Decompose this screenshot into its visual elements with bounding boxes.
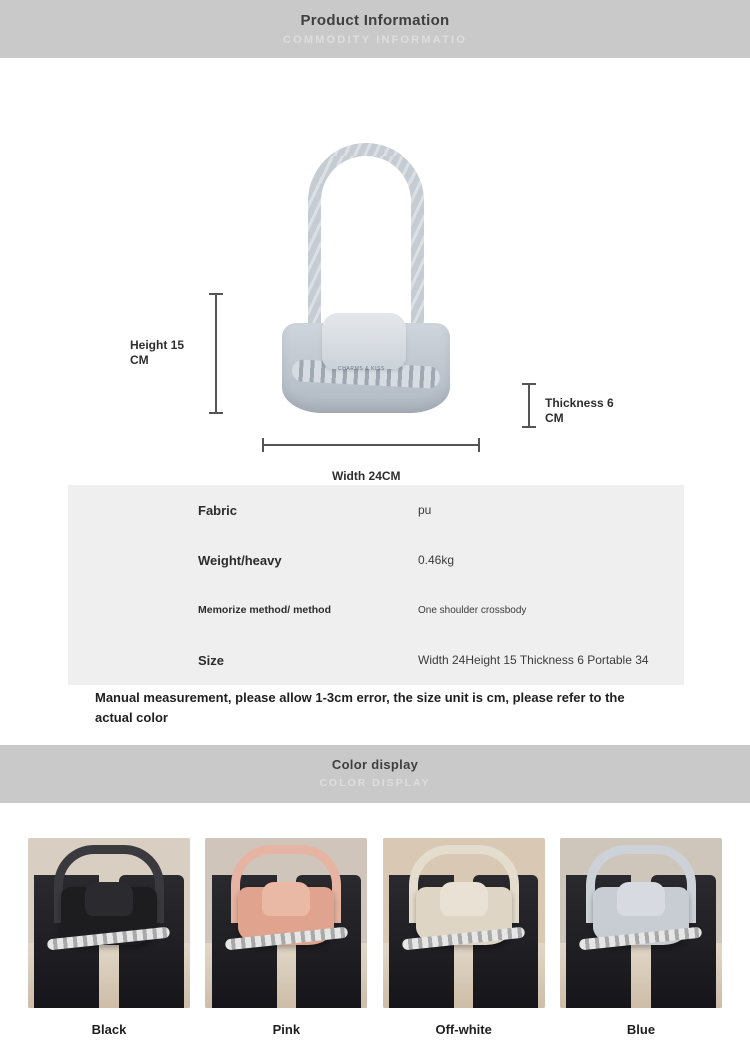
mini-bag-flap bbox=[617, 882, 665, 916]
width-label: Width 24CM bbox=[332, 469, 401, 483]
spec-row-size bbox=[68, 635, 684, 685]
thickness-measure-cap-bottom bbox=[522, 426, 536, 428]
color-photo[interactable] bbox=[560, 838, 722, 1008]
thickness-measure-cap-top bbox=[522, 383, 536, 385]
spec-value: pu bbox=[418, 503, 432, 517]
spec-value: One shoulder crossbody bbox=[418, 604, 527, 616]
spec-key: Memorize method/ method bbox=[198, 603, 332, 616]
height-measure-line bbox=[215, 293, 217, 413]
height-measure-cap-bottom bbox=[209, 412, 223, 414]
spec-key: Fabric bbox=[198, 502, 238, 518]
color-option-blue[interactable] bbox=[560, 838, 722, 1037]
color-option-pink[interactable] bbox=[205, 838, 367, 1037]
width-measure-cap-right bbox=[478, 438, 480, 452]
height-measure-cap-top bbox=[209, 293, 223, 295]
bag-illustration bbox=[270, 143, 470, 433]
spec-value: Width 24Height 15 Thickness 6 Portable 34 bbox=[418, 653, 649, 667]
color-display-banner bbox=[0, 745, 750, 803]
product-information-banner bbox=[0, 0, 750, 58]
thickness-measure-line bbox=[528, 383, 530, 427]
color-label: Pink bbox=[272, 1022, 301, 1037]
bag-logo: CHARMS & KISS bbox=[338, 366, 385, 372]
spec-row-method bbox=[68, 585, 684, 635]
spec-row-fabric bbox=[68, 485, 684, 535]
specification-table bbox=[68, 485, 684, 685]
color-photo[interactable] bbox=[383, 838, 545, 1008]
color-label: Black bbox=[91, 1022, 127, 1037]
color-option-black[interactable] bbox=[28, 838, 190, 1037]
color-swatch-list bbox=[0, 838, 750, 1037]
measurement-note: Manual measurement, please allow 1-3cm error, the size unit is cm, please refer to the actual color bbox=[95, 690, 625, 725]
width-measure-cap-left bbox=[262, 438, 264, 452]
color-display-title: Color display bbox=[331, 757, 419, 772]
spec-key: Size bbox=[198, 652, 225, 668]
color-photo[interactable] bbox=[28, 838, 190, 1008]
spec-key: Weight/heavy bbox=[198, 552, 282, 568]
page-subtitle: COMMODITY INFORMATIO bbox=[282, 34, 468, 46]
mini-bag-flap bbox=[440, 882, 488, 916]
color-option-off-white[interactable] bbox=[383, 838, 545, 1037]
color-label: Off-white bbox=[435, 1022, 492, 1037]
bag-flap bbox=[322, 313, 406, 369]
thickness-label: Thickness 6 CM bbox=[545, 396, 614, 425]
height-label: Height 15 CM bbox=[130, 338, 185, 367]
spec-row-weight bbox=[68, 535, 684, 585]
color-label: Blue bbox=[626, 1022, 656, 1037]
width-measure-line bbox=[262, 444, 480, 446]
page-title: Product Information bbox=[300, 12, 450, 29]
color-photo[interactable] bbox=[205, 838, 367, 1008]
mini-bag-flap bbox=[262, 882, 310, 916]
product-dimension-diagram bbox=[0, 58, 750, 483]
spec-value: 0.46kg bbox=[418, 553, 455, 567]
color-display-subtitle: COLOR DISPLAY bbox=[319, 777, 431, 789]
mini-bag-flap bbox=[85, 882, 133, 916]
